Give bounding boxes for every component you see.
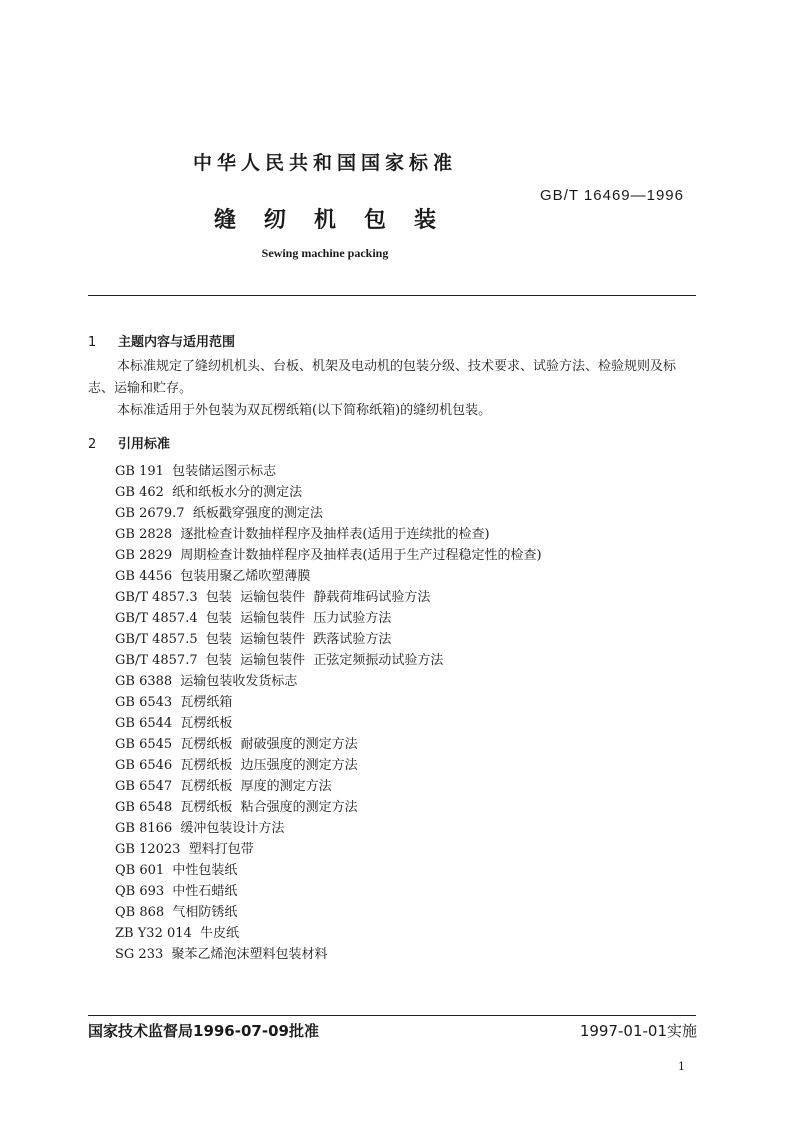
reference-item: GB 6545 瓦楞纸板 耐破强度的测定方法 xyxy=(115,737,358,752)
reference-item: GB 2828 逐批检查计数抽样程序及抽样表(适用于连续批的检查) xyxy=(115,527,490,542)
footer-divider xyxy=(88,1015,696,1016)
reference-item: ZB Y32 014 牛皮纸 xyxy=(115,926,240,941)
section-heading xyxy=(88,433,170,452)
reference-item: GB 2829 周期检查计数抽样程序及抽样表(适用于生产过程稳定性的检查) xyxy=(115,548,542,563)
reference-item: QB 693 中性石蜡纸 xyxy=(115,884,238,899)
reference-item: GB 6548 瓦楞纸板 粘合强度的测定方法 xyxy=(115,800,358,815)
reference-list xyxy=(115,461,542,965)
paragraph: 本标准规定了缝纫机机头、台板、机架及电动机的包装分级、技术要求、试验方法、检验规则及标志、运输和贮存。 xyxy=(88,359,677,396)
reference-item: GB/T 4857.5 包装 运输包装件 跌落试验方法 xyxy=(115,632,392,647)
reference-item: GB 4456 包装用聚乙烯吹塑薄膜 xyxy=(115,569,311,584)
reference-item: GB 6543 瓦楞纸箱 xyxy=(115,695,233,710)
reference-item: GB/T 4857.3 包装 运输包装件 静载荷堆码试验方法 xyxy=(115,590,431,605)
reference-item: GB 6388 运输包装收发货标志 xyxy=(115,674,298,689)
national-standard-title: 中华人民共和国国家标准 xyxy=(192,152,457,174)
reference-item: GB 6544 瓦楞纸板 xyxy=(115,716,233,731)
reference-item: SG 233 聚苯乙烯泡沫塑料包装材料 xyxy=(115,947,328,962)
reference-item: GB 8166 缓冲包装设计方法 xyxy=(115,821,285,836)
reference-item: QB 868 气相防锈纸 xyxy=(115,905,238,920)
effective-date: 1997-01-01实施 xyxy=(579,1022,697,1040)
section-number: 1 xyxy=(88,335,97,350)
approval-date: 国家技术监督局1996-07-09批准 xyxy=(88,1022,319,1040)
standard-code: GB/T 16469—1996 xyxy=(540,187,684,204)
section-title: 引用标准 xyxy=(118,437,171,452)
section-number: 2 xyxy=(88,437,97,452)
reference-item: GB/T 4857.7 包装 运输包装件 正弦定频振动试验方法 xyxy=(115,653,444,668)
reference-item: GB/T 4857.4 包装 运输包装件 压力试验方法 xyxy=(115,611,392,626)
reference-item: GB 6547 瓦楞纸板 厚度的测定方法 xyxy=(115,779,332,794)
page-number: 1 xyxy=(678,1060,685,1073)
section-heading xyxy=(88,331,235,350)
reference-item: GB 191 包装储运图示标志 xyxy=(115,464,277,479)
reference-item: GB 12023 塑料打包带 xyxy=(115,842,254,857)
english-title: Sewing machine packing xyxy=(261,246,389,260)
header-divider xyxy=(88,295,696,296)
paragraph: 本标准适用于外包装为双瓦楞纸箱(以下简称纸箱)的缝纫机包装。 xyxy=(117,403,492,418)
reference-item: GB 462 纸和纸板水分的测定法 xyxy=(115,485,303,500)
document-title: 缝纫机包装 xyxy=(213,208,464,233)
reference-item: QB 601 中性包装纸 xyxy=(115,863,238,878)
reference-item: GB 2679.7 纸板戳穿强度的测定法 xyxy=(115,506,323,521)
reference-item: GB 6546 瓦楞纸板 边压强度的测定方法 xyxy=(115,758,358,773)
section-title: 主题内容与适用范围 xyxy=(118,335,236,350)
